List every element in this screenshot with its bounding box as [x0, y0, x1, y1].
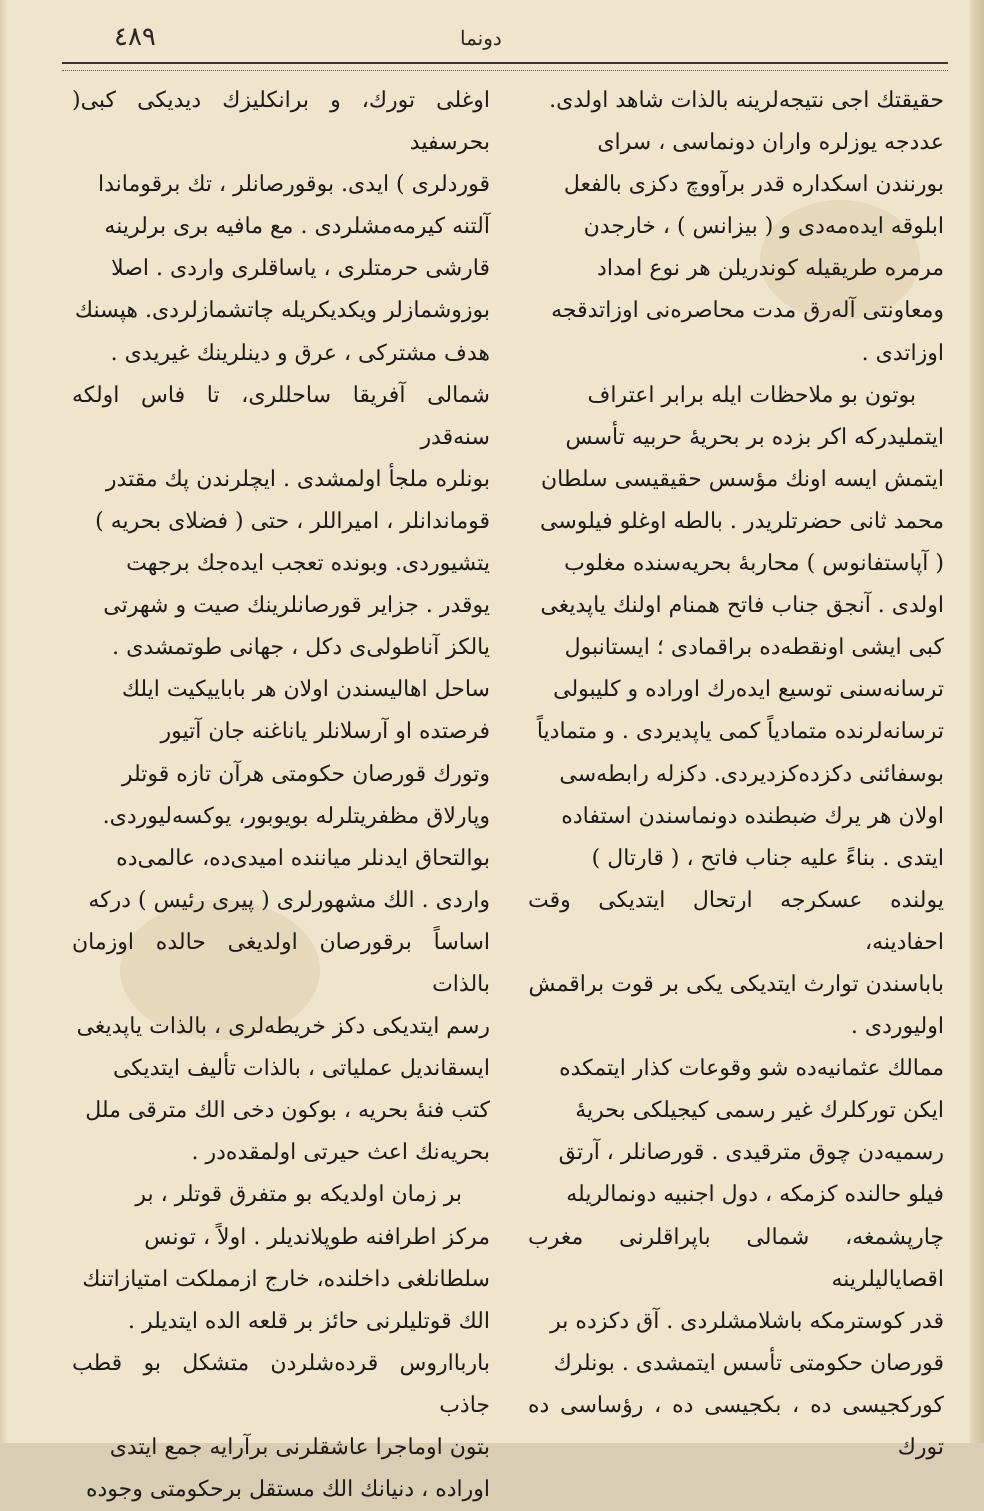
text-line: بورنندن اسکداره قدر برآووچ دکزی بالفعل — [563, 172, 944, 198]
text-line: ایتملیدرکه اکر بزده بر بحریهٔ حربیه تأسس — [565, 424, 944, 450]
text-line: اوزاتدی . — [861, 340, 944, 366]
text-line: اولیوردی . — [850, 1014, 944, 1040]
text-line: آلتنه کیرمه‌مشلردی . مع مافیه بری برلرینه — [104, 214, 490, 240]
text-line: ایسقاندیل عملیاتی ، بالذات تألیف ایتدیکی — [112, 1056, 490, 1082]
running-title: دونما — [460, 26, 502, 50]
text-line: رسمیه‌دن چوق مترقیدی . قورصانلر ، آرتق — [558, 1140, 944, 1166]
text-line: فیلو حالنده کزمکه ، دول اجنبیه دونمالریله — [566, 1182, 944, 1208]
text-line: هدف مشترکی ، عرق و دینلرینك غیریدی . — [110, 340, 490, 366]
text-line: بوزوشمازلر ویکدیکریله چاتشمازلردی. هپسنك — [74, 298, 490, 324]
text-line: ترسانه‌لرنده متمادیاً کمی یاپدیردی . و متمادیاً — [536, 719, 944, 745]
page-edge-right — [970, 0, 984, 1443]
text-line: اوراده ، دنیانك الك مستقل برحکومتی وجوده — [85, 1477, 490, 1503]
text-line: کبی ایشی اونقطه‌ده براقمادی ؛ ایستانبول — [564, 635, 944, 661]
text-line: مرکز اطرافنه طوپلاندیلر . اولاً ، تونس — [144, 1224, 490, 1250]
text-line: چارپشمغه، شمالی باپراقلرنی مغرب اقصایالیلرینه — [528, 1224, 944, 1292]
text-line: بر زمان اولدیکه بو متفرق قوتلر ، بر — [135, 1182, 462, 1208]
text-line: یالکز آناطولی‌ی دکل ، جهانی طوتمشدی . — [112, 635, 490, 661]
text-line: ابلوقه ایده‌مه‌دی و ( بیزانس ) ، خارجدن — [583, 214, 944, 240]
text-line: ایتمش ایسه اونك مؤسس حقیقیسی سلطان — [540, 466, 944, 492]
text-line: بوتون بو ملاحظات ایله برابر اعتراف — [587, 382, 916, 408]
text-line: اساساً برقورصان اولدیغی حالده اوزمان بالذات — [72, 929, 490, 997]
text-line: بوالتحاق ایدنلر میاننده امیدی‌ده، عالمی‌ده — [116, 845, 490, 871]
text-line: فرصتده او آرسلانلر یاناغنه جان آتیور — [160, 719, 490, 745]
text-line: محمد ثانی حضرتلریدر . بالطه اوغلو فیلوسی — [540, 508, 944, 534]
header-rule — [62, 62, 948, 71]
text-line: واردی . الك مشهورلری ( پیری رئیس ) درکه — [88, 887, 490, 913]
text-line: قوردلری ) ایدی. بوقورصانلر ، تك برقوماندا — [97, 172, 490, 198]
text-line: یولنده عسکرجه ارتحال ایتدیکی وقت احفادینه، — [528, 887, 944, 955]
text-line: یوقدر . جزایر قورصانلرینك صیت و شهرتی — [103, 593, 490, 619]
text-line: وتورك قورصان حکومتی هرآن تازه قوتلر — [121, 761, 490, 787]
text-line: بحریه‌نك اعث حیرتی اولمقده‌در . — [191, 1140, 490, 1166]
text-line: باباسندن توارث ایتدیکی یکی بر قوت براقمش — [528, 971, 944, 997]
page-edge-left — [0, 0, 8, 1443]
text-line: باربااروس قرده‌شلردن متشکل بو قطب جاذب — [72, 1350, 490, 1418]
text-line: بوسفائنی دکزده‌کزدیردی. دکزله رابطه‌سی — [559, 761, 944, 787]
text-line: ( آپاستفانوس ) محاربهٔ بحریه‌سنده مغلوب — [564, 551, 944, 577]
right-column — [528, 80, 944, 1469]
text-line: اولان هر یرك ضبطنده دونماسندن استفاده — [561, 803, 944, 829]
text-line: قارشی حرمتلری ، یاساقلری واردی . اصلا — [111, 256, 490, 282]
text-line: مرمره طریقیله کوندریلن هر نوع امداد — [597, 256, 944, 282]
text-line: سلطانلغی داخلنده، خارج ازمملکت امتیازاتنك — [82, 1266, 490, 1292]
text-line: حقیقتك اجی نتیجه‌لرینه بالذات شاهد اولدی. — [549, 88, 944, 113]
text-line: شمالی آفریقا ساحللری، تا فاس اولکه سنه‌قدر — [72, 382, 490, 450]
text-line: ترسانه‌سنی توسیع ایده‌رك اوراده و کلیبولی — [553, 677, 944, 703]
text-line: الك قوتلیلرنی حائز بر قلعه الده ایتدیلر . — [127, 1308, 490, 1334]
text-line: ساحل اهالیسندن اولان هر باباییکیت ایلك — [121, 677, 490, 703]
text-line: ومعاونتی آله‌رق مدت محاصره‌نی اوزاتدقجه — [551, 298, 944, 324]
text-line: اوغلی تورك، و برانکلیزك دیدیکی کبی( بحرسفید — [72, 88, 490, 156]
page-number: ٤٨٩ — [114, 22, 156, 52]
text-line: قوماندانلر ، امیراللر ، حتی ( فضلای بحریه ) — [95, 508, 490, 534]
page-header — [60, 22, 950, 62]
text-line: عددجه یوزلره واران دونماسی ، سرای — [597, 130, 944, 156]
text-line: کورکجیسی ده ، بکجیسی ده ، رؤساسی ده تورك — [528, 1392, 944, 1460]
text-line: کتب فنهٔ بحریه ، بوکون دخی الك مترقی ملل — [85, 1098, 490, 1124]
text-line: یتشیوردی. وبونده تعجب ایده‌جك برجهت — [126, 551, 490, 577]
text-line: بونلره ملجأ اولمشدی . ایچلرندن پك مقتدر — [105, 466, 490, 492]
text-line: ممالك عثمانیه‌ده شو وقوعات کذار ایتمکده — [559, 1056, 944, 1082]
text-line: بتون اوماجرا عاشقلرنی برآرایه جمع ایتدی — [109, 1435, 490, 1460]
left-column — [72, 80, 490, 1511]
text-line: اولدی . آنجق جناب فاتح همنام اولنك یاپدیغی — [540, 593, 944, 619]
text-line: رسم ایتدیکی دکز خریطه‌لری ، بالذات یاپدیغی — [76, 1014, 490, 1040]
text-line: ایکن تورکلرك غیر رسمی کیجیلکی بحریهٔ — [575, 1098, 944, 1124]
text-line: قورصان حکومتی تأسس ایتمشدی . بونلرك — [553, 1350, 944, 1376]
text-line: ایتدی . بناءً علیه جناب فاتح ، ( قارتال ) — [591, 845, 944, 871]
text-line: وپارلاق مظفریتلرله بویوبور، یوکسه‌لیوردی. — [102, 803, 490, 829]
text-line: قدر کوسترمکه باشلامشلردی . آق دکزده بر — [550, 1308, 944, 1334]
